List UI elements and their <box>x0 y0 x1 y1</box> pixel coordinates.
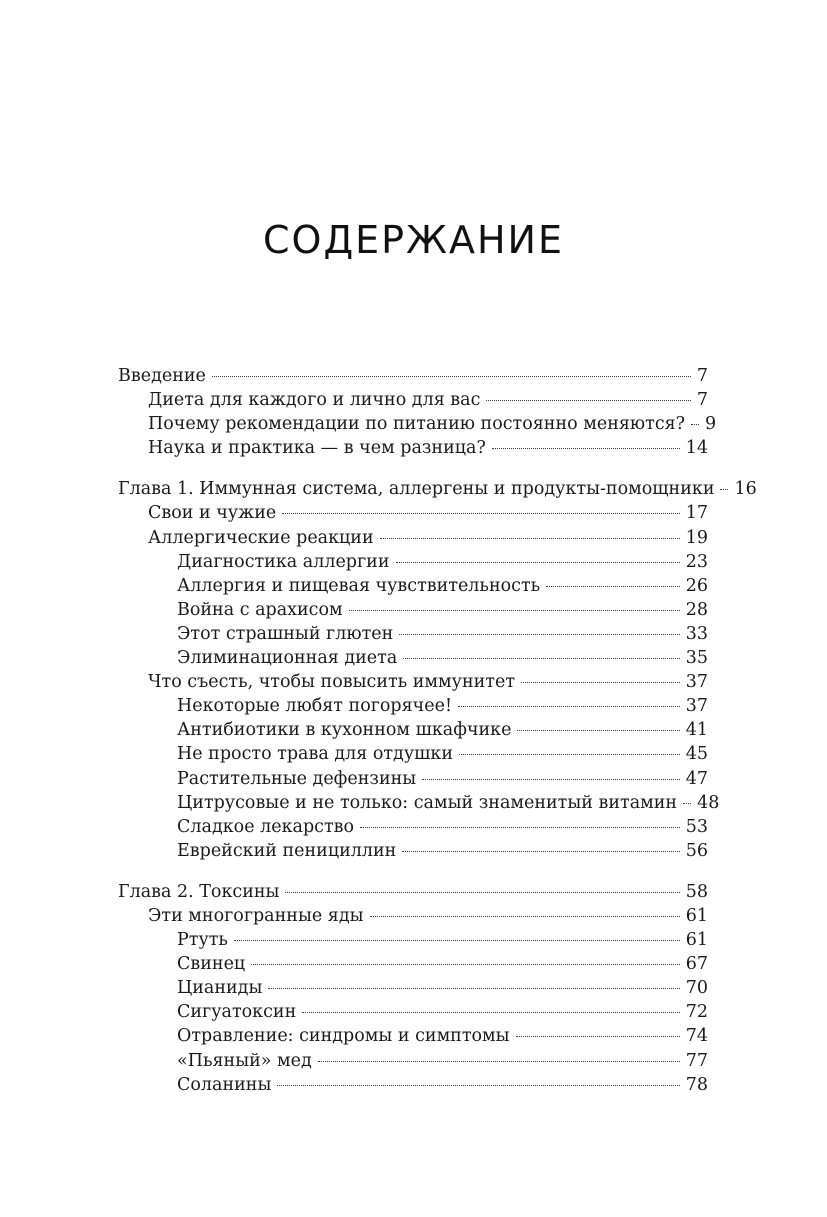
toc-page-number: 35 <box>685 648 708 669</box>
toc-entry[interactable] <box>118 815 708 839</box>
dot-leader <box>683 802 691 804</box>
dot-leader <box>268 987 679 989</box>
dot-leader <box>285 891 679 893</box>
toc-entry-title: Ртуть <box>177 930 228 951</box>
dot-leader <box>422 778 680 780</box>
toc-entry[interactable] <box>118 904 708 928</box>
toc-entry-title: Растительные дефензины <box>177 768 417 789</box>
toc-page-number: 47 <box>685 768 708 789</box>
toc-page-number: 61 <box>685 905 708 926</box>
toc-page-number: 16 <box>734 479 757 500</box>
toc-section <box>118 364 717 460</box>
toc-entry-title: Сладкое лекарство <box>177 816 355 837</box>
toc-page-number: 72 <box>685 1002 708 1023</box>
toc-entry[interactable] <box>118 952 708 976</box>
dot-leader <box>492 447 680 449</box>
toc-page-number: 33 <box>685 623 708 644</box>
toc-entry-title: Наука и практика — в чем разница? <box>148 438 486 459</box>
toc-entry[interactable] <box>118 1000 708 1024</box>
toc-chapter-entry[interactable] <box>118 477 757 501</box>
toc-entry[interactable] <box>118 526 708 550</box>
dot-leader <box>318 1060 680 1062</box>
toc-entry[interactable] <box>118 839 708 863</box>
toc-entry-title: «Пьяный» мед <box>177 1050 312 1071</box>
toc-entry-title: Что съесть, чтобы повысить иммунитет <box>148 672 515 693</box>
toc-section <box>118 477 757 863</box>
toc-entry-title: Элиминационная диета <box>177 648 398 669</box>
toc-entry-title: Глава 1. Иммунная система, аллергены и продукты-помощники <box>118 479 715 500</box>
toc-entry[interactable] <box>118 767 708 791</box>
toc-entry[interactable] <box>118 742 708 766</box>
toc-entry[interactable] <box>118 791 720 815</box>
toc-entry-title: Соланины <box>177 1074 272 1095</box>
toc-entry[interactable] <box>118 550 708 574</box>
toc-entry-title: Этот страшный глютен <box>177 623 394 644</box>
dot-leader <box>486 399 690 401</box>
toc-page-number: 48 <box>697 792 720 813</box>
toc-entry[interactable] <box>118 501 708 525</box>
toc-chapter-entry[interactable] <box>118 364 708 388</box>
toc-entry-title: Еврейский пенициллин <box>177 840 397 861</box>
toc-entry-title: Цианиды <box>177 978 263 999</box>
toc-page-number: 19 <box>685 527 708 548</box>
toc-entry-title: Свои и чужие <box>148 503 277 524</box>
toc-entry-title: Не просто трава для отдушки <box>177 744 453 765</box>
dot-leader <box>521 681 680 683</box>
toc-entry-title: Введение <box>118 366 206 386</box>
dot-leader <box>212 375 691 377</box>
toc-entry-title: Свинец <box>177 954 246 975</box>
dot-leader <box>380 537 680 539</box>
toc-page-number: 74 <box>685 1026 708 1047</box>
toc-entry[interactable] <box>118 646 708 670</box>
dot-leader <box>403 657 679 659</box>
dot-leader <box>402 850 679 852</box>
toc-page-number: 56 <box>685 840 708 861</box>
toc-entry[interactable] <box>118 694 708 718</box>
dot-leader <box>277 1084 679 1086</box>
toc-page-number: 7 <box>696 390 708 411</box>
toc-chapter-entry[interactable] <box>118 880 708 904</box>
toc-entry[interactable] <box>118 598 708 622</box>
table-of-contents <box>118 364 757 1114</box>
toc-page-number: 37 <box>685 672 708 693</box>
dot-leader <box>458 705 680 707</box>
toc-page-number: 70 <box>685 978 708 999</box>
toc-entry-title: Сигуатоксин <box>177 1002 297 1023</box>
toc-entry-title: Антибиотики в кухонном шкафчике <box>177 720 512 741</box>
dot-leader <box>282 512 680 514</box>
toc-page-number: 9 <box>705 414 717 435</box>
toc-entry[interactable] <box>118 436 708 460</box>
toc-page-number: 78 <box>685 1074 708 1095</box>
dot-leader <box>251 963 680 965</box>
toc-entry-title: Аллергические реакции <box>148 527 374 548</box>
toc-entry-title: Некоторые любят погорячее! <box>177 696 452 717</box>
toc-page-number: 26 <box>685 575 708 596</box>
toc-page-number: 41 <box>685 720 708 741</box>
toc-page-number: 58 <box>685 881 708 902</box>
dot-leader <box>234 939 680 941</box>
toc-page-number: 77 <box>685 1050 708 1071</box>
toc-page-number: 45 <box>685 744 708 765</box>
toc-entry-title: Эти многогранные яды <box>148 905 364 926</box>
toc-page-number: 14 <box>685 438 708 459</box>
toc-entry-title: Диета для каждого и лично для вас <box>148 390 481 411</box>
toc-entry-title: Глава 2. Токсины <box>118 881 280 902</box>
dot-leader <box>516 1035 680 1037</box>
dot-leader <box>691 423 699 425</box>
toc-entry[interactable] <box>118 1073 708 1097</box>
dot-leader <box>370 915 680 917</box>
dot-leader <box>349 609 680 611</box>
toc-entry[interactable] <box>118 928 708 952</box>
toc-entry[interactable] <box>118 670 708 694</box>
dot-leader <box>546 585 680 587</box>
toc-page-number: 17 <box>685 503 708 524</box>
toc-entry-title: Отравление: синдромы и симптомы <box>177 1026 510 1047</box>
toc-entry[interactable] <box>118 1049 708 1073</box>
dot-leader <box>399 633 679 635</box>
toc-page-number: 37 <box>685 696 708 717</box>
toc-entry-title: Цитрусовые и не только: самый знаменитый витамин <box>177 792 678 813</box>
dot-leader <box>302 1011 679 1013</box>
toc-page-number: 67 <box>685 954 708 975</box>
dot-leader <box>459 753 680 755</box>
toc-entry[interactable] <box>118 412 717 436</box>
page-title: СОДЕРЖАНИЕ <box>263 218 564 262</box>
toc-entry-title: Диагностика аллергии <box>177 551 390 572</box>
toc-page-number: 7 <box>696 366 708 386</box>
toc-page-number: 28 <box>685 599 708 620</box>
toc-entry-title: Война с арахисом <box>177 599 343 620</box>
toc-entry[interactable] <box>118 388 708 412</box>
dot-leader <box>396 561 680 563</box>
toc-page-number: 53 <box>685 816 708 837</box>
dot-leader <box>360 826 680 828</box>
toc-entry[interactable] <box>118 976 708 1000</box>
toc-entry-title: Аллергия и пищевая чувствительность <box>177 575 541 596</box>
toc-entry[interactable] <box>118 574 708 598</box>
dot-leader <box>720 488 728 490</box>
toc-entry[interactable] <box>118 622 708 646</box>
toc-entry[interactable] <box>118 1024 708 1048</box>
toc-page-number: 61 <box>685 930 708 951</box>
toc-section <box>118 880 708 1097</box>
dot-leader <box>517 729 679 731</box>
toc-entry-title: Почему рекомендации по питанию постоянно меняются? <box>148 414 686 435</box>
toc-entry[interactable] <box>118 718 708 742</box>
toc-page-number: 23 <box>685 551 708 572</box>
